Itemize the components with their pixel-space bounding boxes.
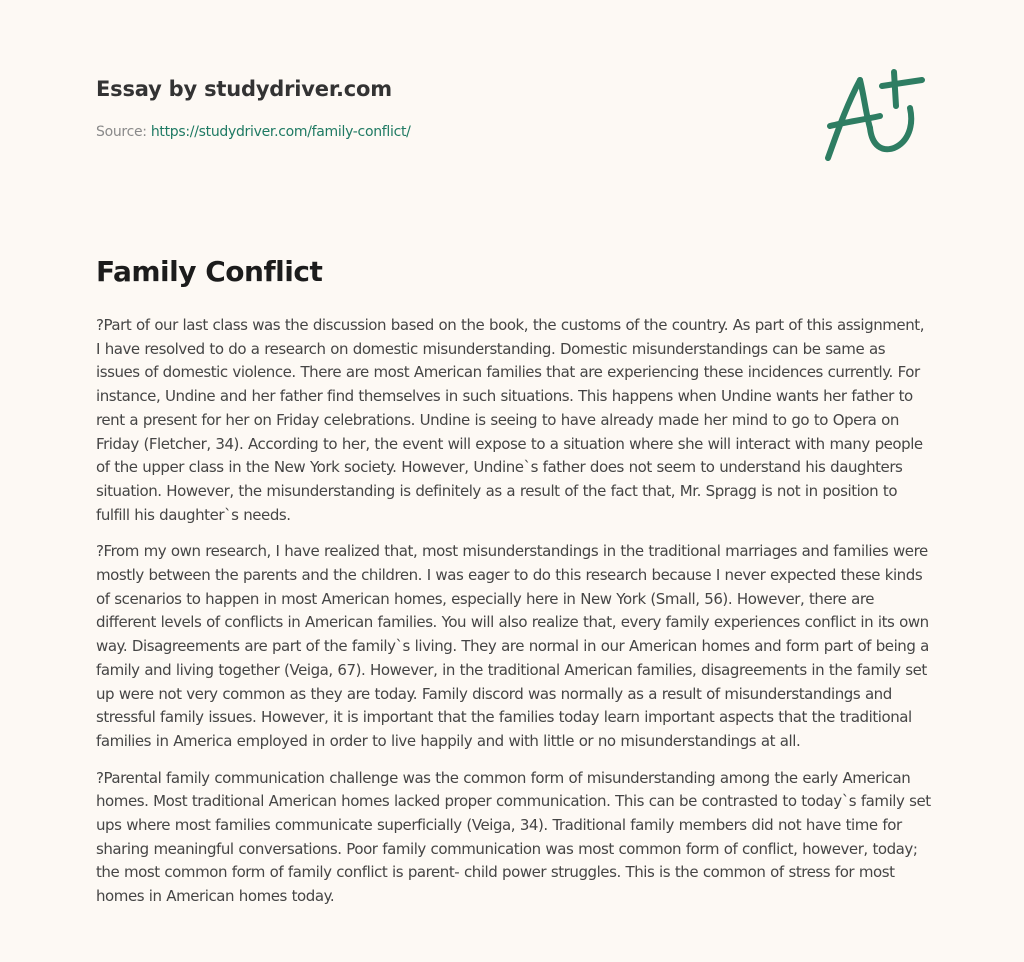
paragraph: ?Part of our last class was the discussion based on the book, the customs of the country. As part of this assignment, I have resolved to do a research on domestic misunderstanding. Domestic misunderstandings can be same as issues of domestic violence. There are most American families that are experiencing these incidences currently. For instance, Undine and her father find themselves in such situations. This happens when Undine wants her father to rent a present for her on Friday celebrations. Undine is seeing to have already made her mind to go to Opera on Friday (Fletcher, 34). According to her, the event will expose to a situation where she will interact with many people of the upper class in the New York society. However, Undine`s father does not seem to understand his daughters situation. However, the misunderstanding is definitely as a result of the fact that, Mr. Spragg is not in position to fulfill his daughter`s needs. <box>96 316 925 524</box>
essay-header <box>96 74 696 142</box>
paragraph: ?Parental family communication challenge was the common form of misunderstanding among the early American homes. Most traditional American homes lacked proper communication. This can be contrasted to today`s family set ups where most families communicate superficially (Veiga, 34). Traditional family members did not have time for sharing meaningful conversations. Poor family communication was most common form of conflict, however, today; the most common form of family conflict is parent- child power struggles. This is the common of stress for most homes in American homes today. <box>96 768 931 906</box>
source-line <box>96 122 696 142</box>
site-title: Essay by studydriver.com <box>96 77 392 101</box>
source-link[interactable]: https://studydriver.com/family-conflict/ <box>150 124 411 140</box>
paragraph: ?From my own research, I have realized that, most misunderstandings in the traditional marriages and families were mostly between the parents and the children. I was eager to do this research because I never expected these kinds of scenarios to happen in most American homes, especially here in New York (Small, 56). However, there are different levels of conflicts in American families. You will also realize that, every family experiences conflict in its own way. Disagreements are part of the family`s living. They are normal in our American homes and form part of being a family and living together (Veiga, 67). However, in the traditional American families, disagreements in the family set up were not very common as they are today. Family discord was normally as a result of misunderstandings and stressful family issues. However, it is important that the families today learn important aspects that the traditional families in America employed in order to live happily and with little or no misunderstandings at all. <box>96 542 929 750</box>
a-plus-grade-icon <box>818 66 930 166</box>
source-label: Source: <box>96 124 151 140</box>
document-title: Family Conflict <box>96 255 323 288</box>
essay-body <box>96 314 932 922</box>
